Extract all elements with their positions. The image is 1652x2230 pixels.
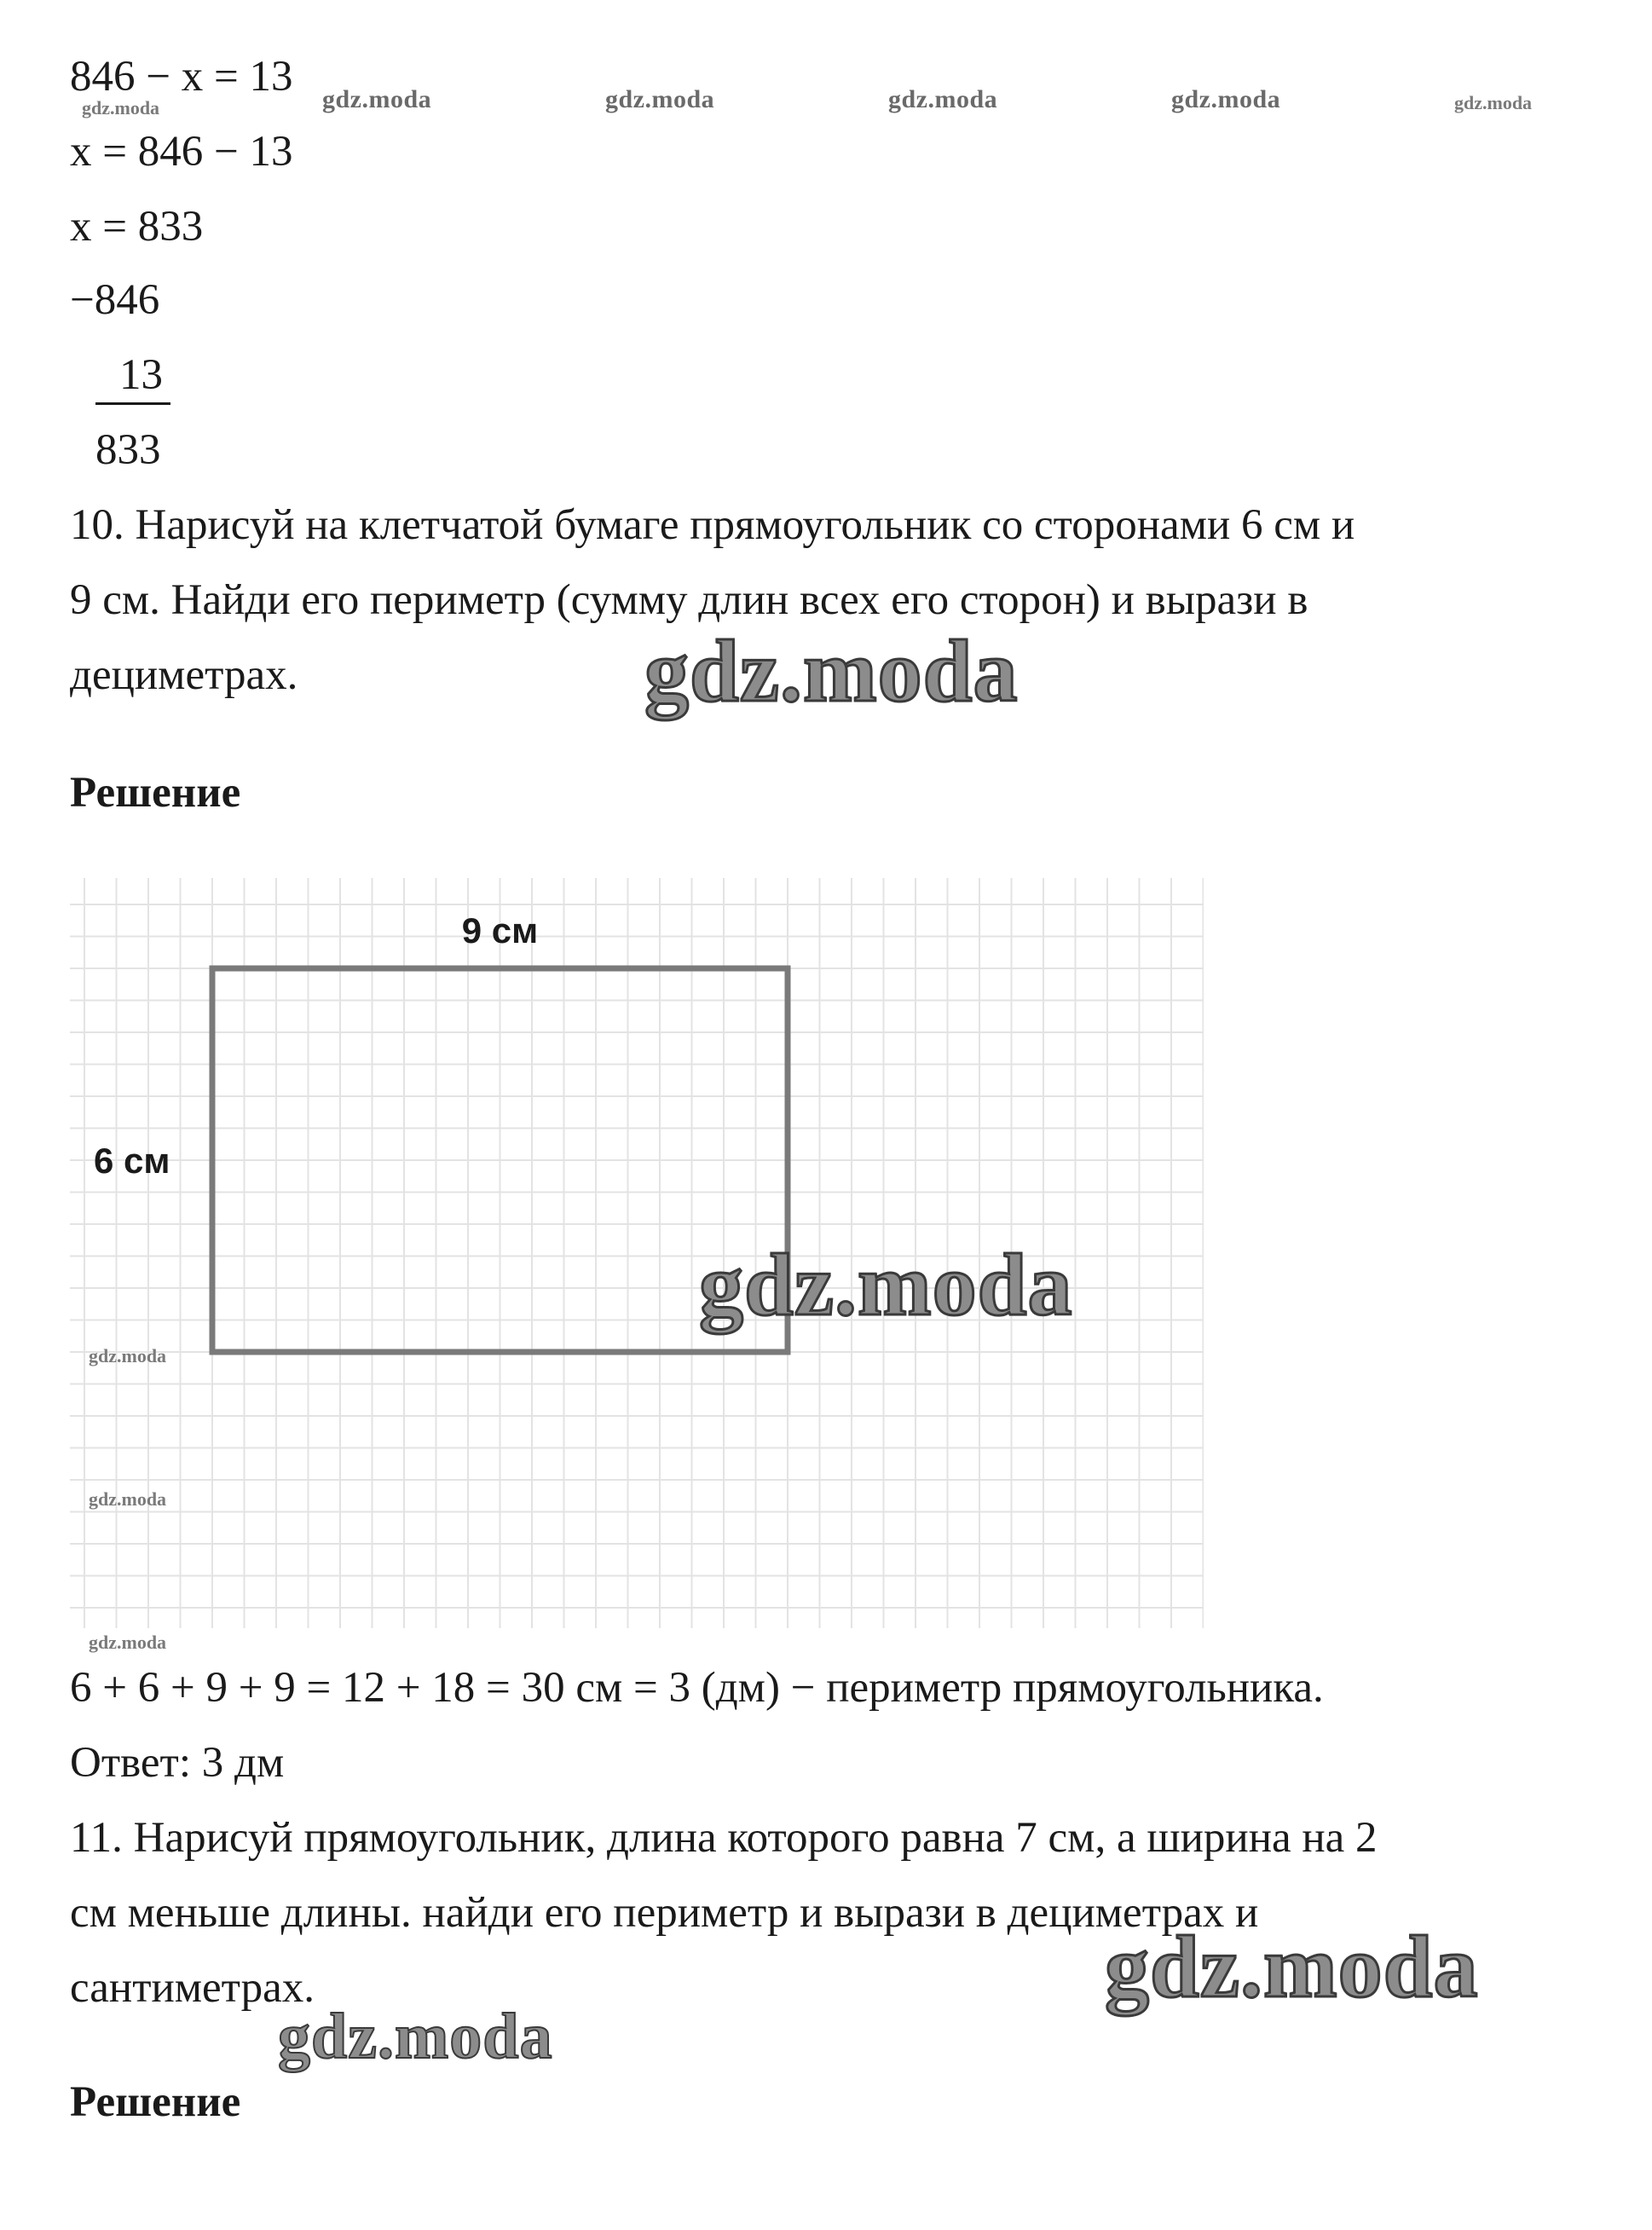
equation-line-2: x = 846 − 13 <box>70 128 293 176</box>
watermark-tiny: gdz.moda <box>89 1345 167 1366</box>
height-label: 6 см <box>94 1141 170 1181</box>
task10-calculation: 6 + 6 + 9 + 9 = 12 + 18 = 30 см = 3 (дм) − периметр прямоугольника. <box>70 1664 1324 1712</box>
watermark-small: gdz.moda <box>322 85 432 113</box>
task10-answer: Ответ: 3 дм <box>70 1739 285 1787</box>
column-underline <box>95 402 170 405</box>
watermark-large: gdz.moda <box>699 1236 1073 1334</box>
watermark-medium: gdz.moda <box>278 2001 553 2072</box>
task10-text-line-3: дециметрах. <box>70 651 298 699</box>
column-result: 833 <box>95 426 161 474</box>
task10-solution-heading: Решение <box>70 769 241 817</box>
task11-text-line-3: сантиметрах. <box>70 1964 315 2012</box>
width-label: 9 см <box>461 910 539 950</box>
watermark-large: gdz.moda <box>1105 1918 1479 2016</box>
task11-text-line-1: 11. Нарисуй прямоугольник, длина которого равна 7 см, а ширина на 2 <box>70 1814 1378 1862</box>
watermark-tiny: gdz.moda <box>1454 92 1533 113</box>
watermark-large: gdz.moda <box>644 622 1019 720</box>
watermark-tiny: gdz.moda <box>89 1488 167 1510</box>
watermark-small: gdz.moda <box>605 85 715 113</box>
task11-text-line-2: см меньше длины. найди его периметр и вырази в дециметрах и <box>70 1889 1259 1937</box>
watermark-small: gdz.moda <box>1171 85 1281 113</box>
column-subtrahend: 13 <box>119 351 163 399</box>
watermark-tiny: gdz.moda <box>89 1632 167 1653</box>
task10-text-line-1: 10. Нарисуй на клетчатой бумаге прямоугольник со сторонами 6 см и <box>70 501 1355 549</box>
watermark-small: gdz.moda <box>888 85 998 113</box>
equation-line-1: 846 − x = 13 <box>70 53 293 101</box>
task10-text-line-2: 9 см. Найди его периметр (сумму длин всех его сторон) и вырази в <box>70 576 1308 624</box>
watermark-tiny: gdz.moda <box>82 97 160 118</box>
equation-line-3: x = 833 <box>70 203 204 251</box>
task11-solution-heading: Решение <box>70 2078 241 2126</box>
column-minuend: −846 <box>70 276 160 324</box>
